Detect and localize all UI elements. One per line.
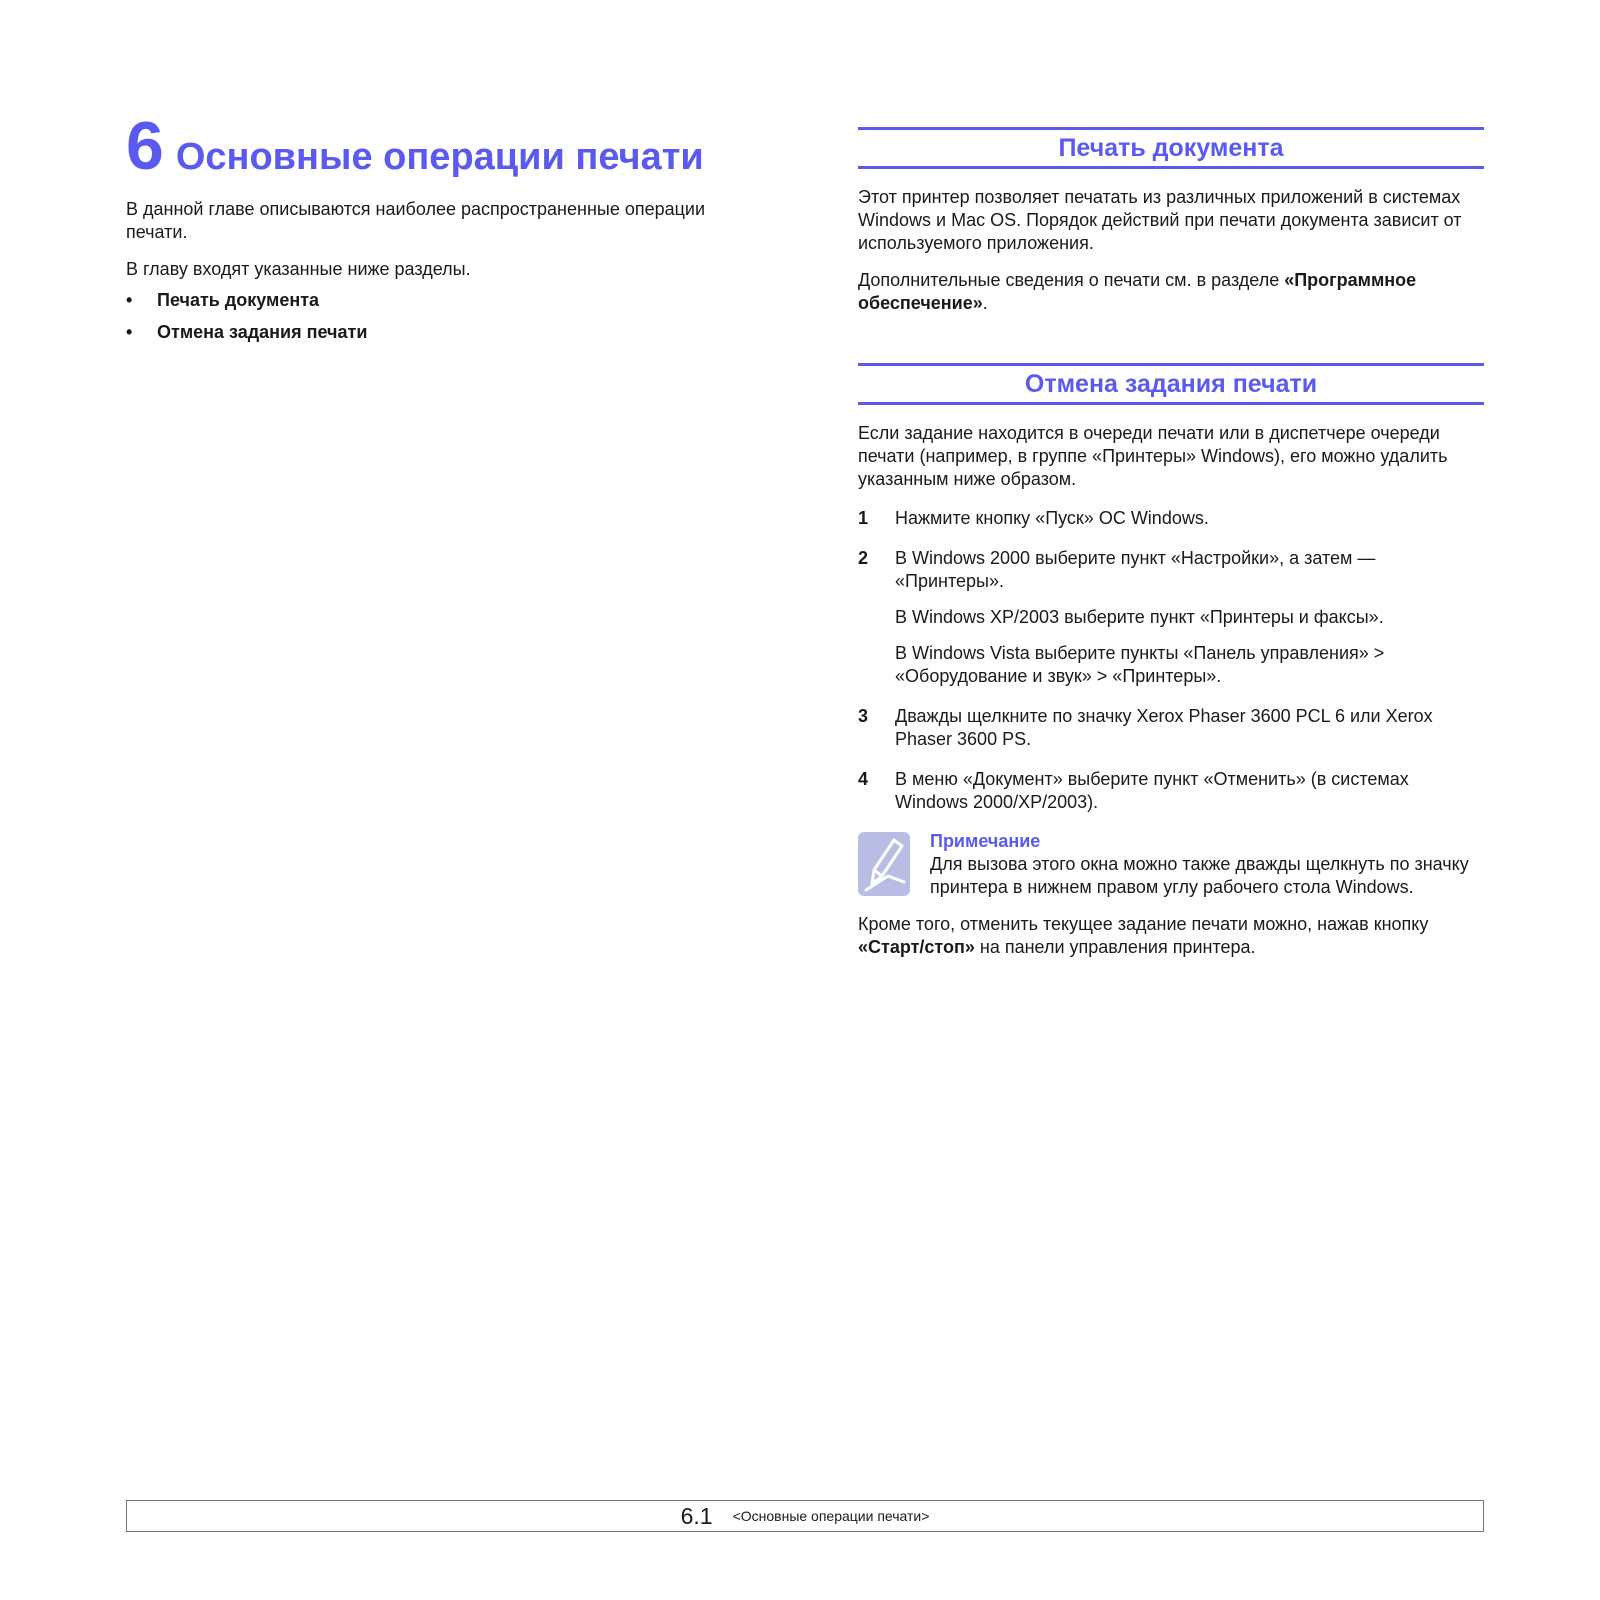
- footer-chapter-label: <Основные операции печати>: [732, 1508, 930, 1524]
- step-item: [858, 507, 1484, 530]
- step-text: Нажмите кнопку «Пуск» ОС Windows.: [895, 508, 1209, 528]
- chapter-intro-2: В главу входят указанные ниже разделы.: [126, 259, 471, 279]
- left-column: [126, 108, 766, 353]
- step-number: 2: [858, 548, 869, 568]
- section-heading-print: Печать документа: [858, 127, 1484, 169]
- print-paragraph-2-text: Дополнительные сведения о печати см. в разделе: [858, 270, 1285, 290]
- chapter-intro-1: В данной главе описываются наиболее распространенные операции печати.: [126, 199, 706, 242]
- page-footer: [126, 1500, 1484, 1532]
- step-item: [858, 547, 1484, 688]
- note-text: Для вызова этого окна можно также дважды щелкнуть по значку принтера в нижнем правом углу рабочего стола Windows.: [930, 854, 1469, 897]
- step-item: [858, 768, 1484, 814]
- step-text: В Windows 2000 выберите пункт «Настройки», а затем — «Принтеры».: [895, 548, 1376, 591]
- toc-item-label: Отмена задания печати: [157, 322, 368, 342]
- page-number: 6.1: [680, 1502, 713, 1529]
- toc-item[interactable]: [126, 289, 766, 312]
- print-paragraph-1: Этот принтер позволяет печатать из различных приложений в системах Windows и Mac OS. Порядок действий при печати документа зависит от используемого приложения.: [858, 187, 1462, 253]
- cancel-final-paragraph: [858, 913, 1484, 959]
- chapter-number: 6: [126, 108, 164, 184]
- step-number: 1: [858, 508, 869, 528]
- note-title: Примечание: [930, 831, 1041, 851]
- chapter-title-text: Основные операции печати: [175, 136, 704, 178]
- step-item: [858, 705, 1484, 751]
- chapter-toc: [126, 289, 766, 344]
- cancel-final-text: Кроме того, отменить текущее задание печати можно, нажав кнопку: [858, 914, 1429, 934]
- step-text: В Windows Vista выберите пункты «Панель управления» > «Оборудование и звук» > «Принтеры».: [895, 643, 1385, 686]
- bullet-icon: •: [126, 290, 133, 310]
- step-text: В Windows XP/2003 выберите пункт «Принтеры и факсы».: [895, 607, 1384, 627]
- bullet-icon: •: [126, 322, 133, 342]
- start-stop-button-label: «Старт/стоп»: [858, 937, 975, 957]
- note-pencil-icon: [858, 832, 910, 896]
- cancel-steps: [858, 507, 1484, 814]
- toc-item-label: Печать документа: [157, 290, 320, 310]
- step-text: Дважды щелкните по значку Xerox Phaser 3600 PCL 6 или Xerox Phaser 3600 PS.: [895, 706, 1433, 749]
- toc-item[interactable]: [126, 321, 766, 344]
- step-number: 3: [858, 706, 869, 726]
- step-number: 4: [858, 769, 869, 789]
- chapter-title: [126, 108, 766, 184]
- software-section-link: «Программное обеспечение»: [858, 270, 1417, 313]
- note-box: [858, 830, 1484, 899]
- cancel-intro: Если задание находится в очереди печати или в диспетчере очереди печати (например, в группе «Принтеры» Windows), его можно удалить указанным ниже образом.: [858, 423, 1448, 489]
- print-paragraph-2: [858, 269, 1484, 315]
- right-column: [858, 127, 1484, 959]
- print-paragraph-2-end: .: [982, 293, 988, 313]
- cancel-final-end: на панели управления принтера.: [974, 937, 1256, 957]
- step-text: В меню «Документ» выберите пункт «Отменить» (в системах Windows 2000/XP/2003).: [895, 769, 1409, 812]
- section-heading-cancel: Отмена задания печати: [858, 363, 1484, 405]
